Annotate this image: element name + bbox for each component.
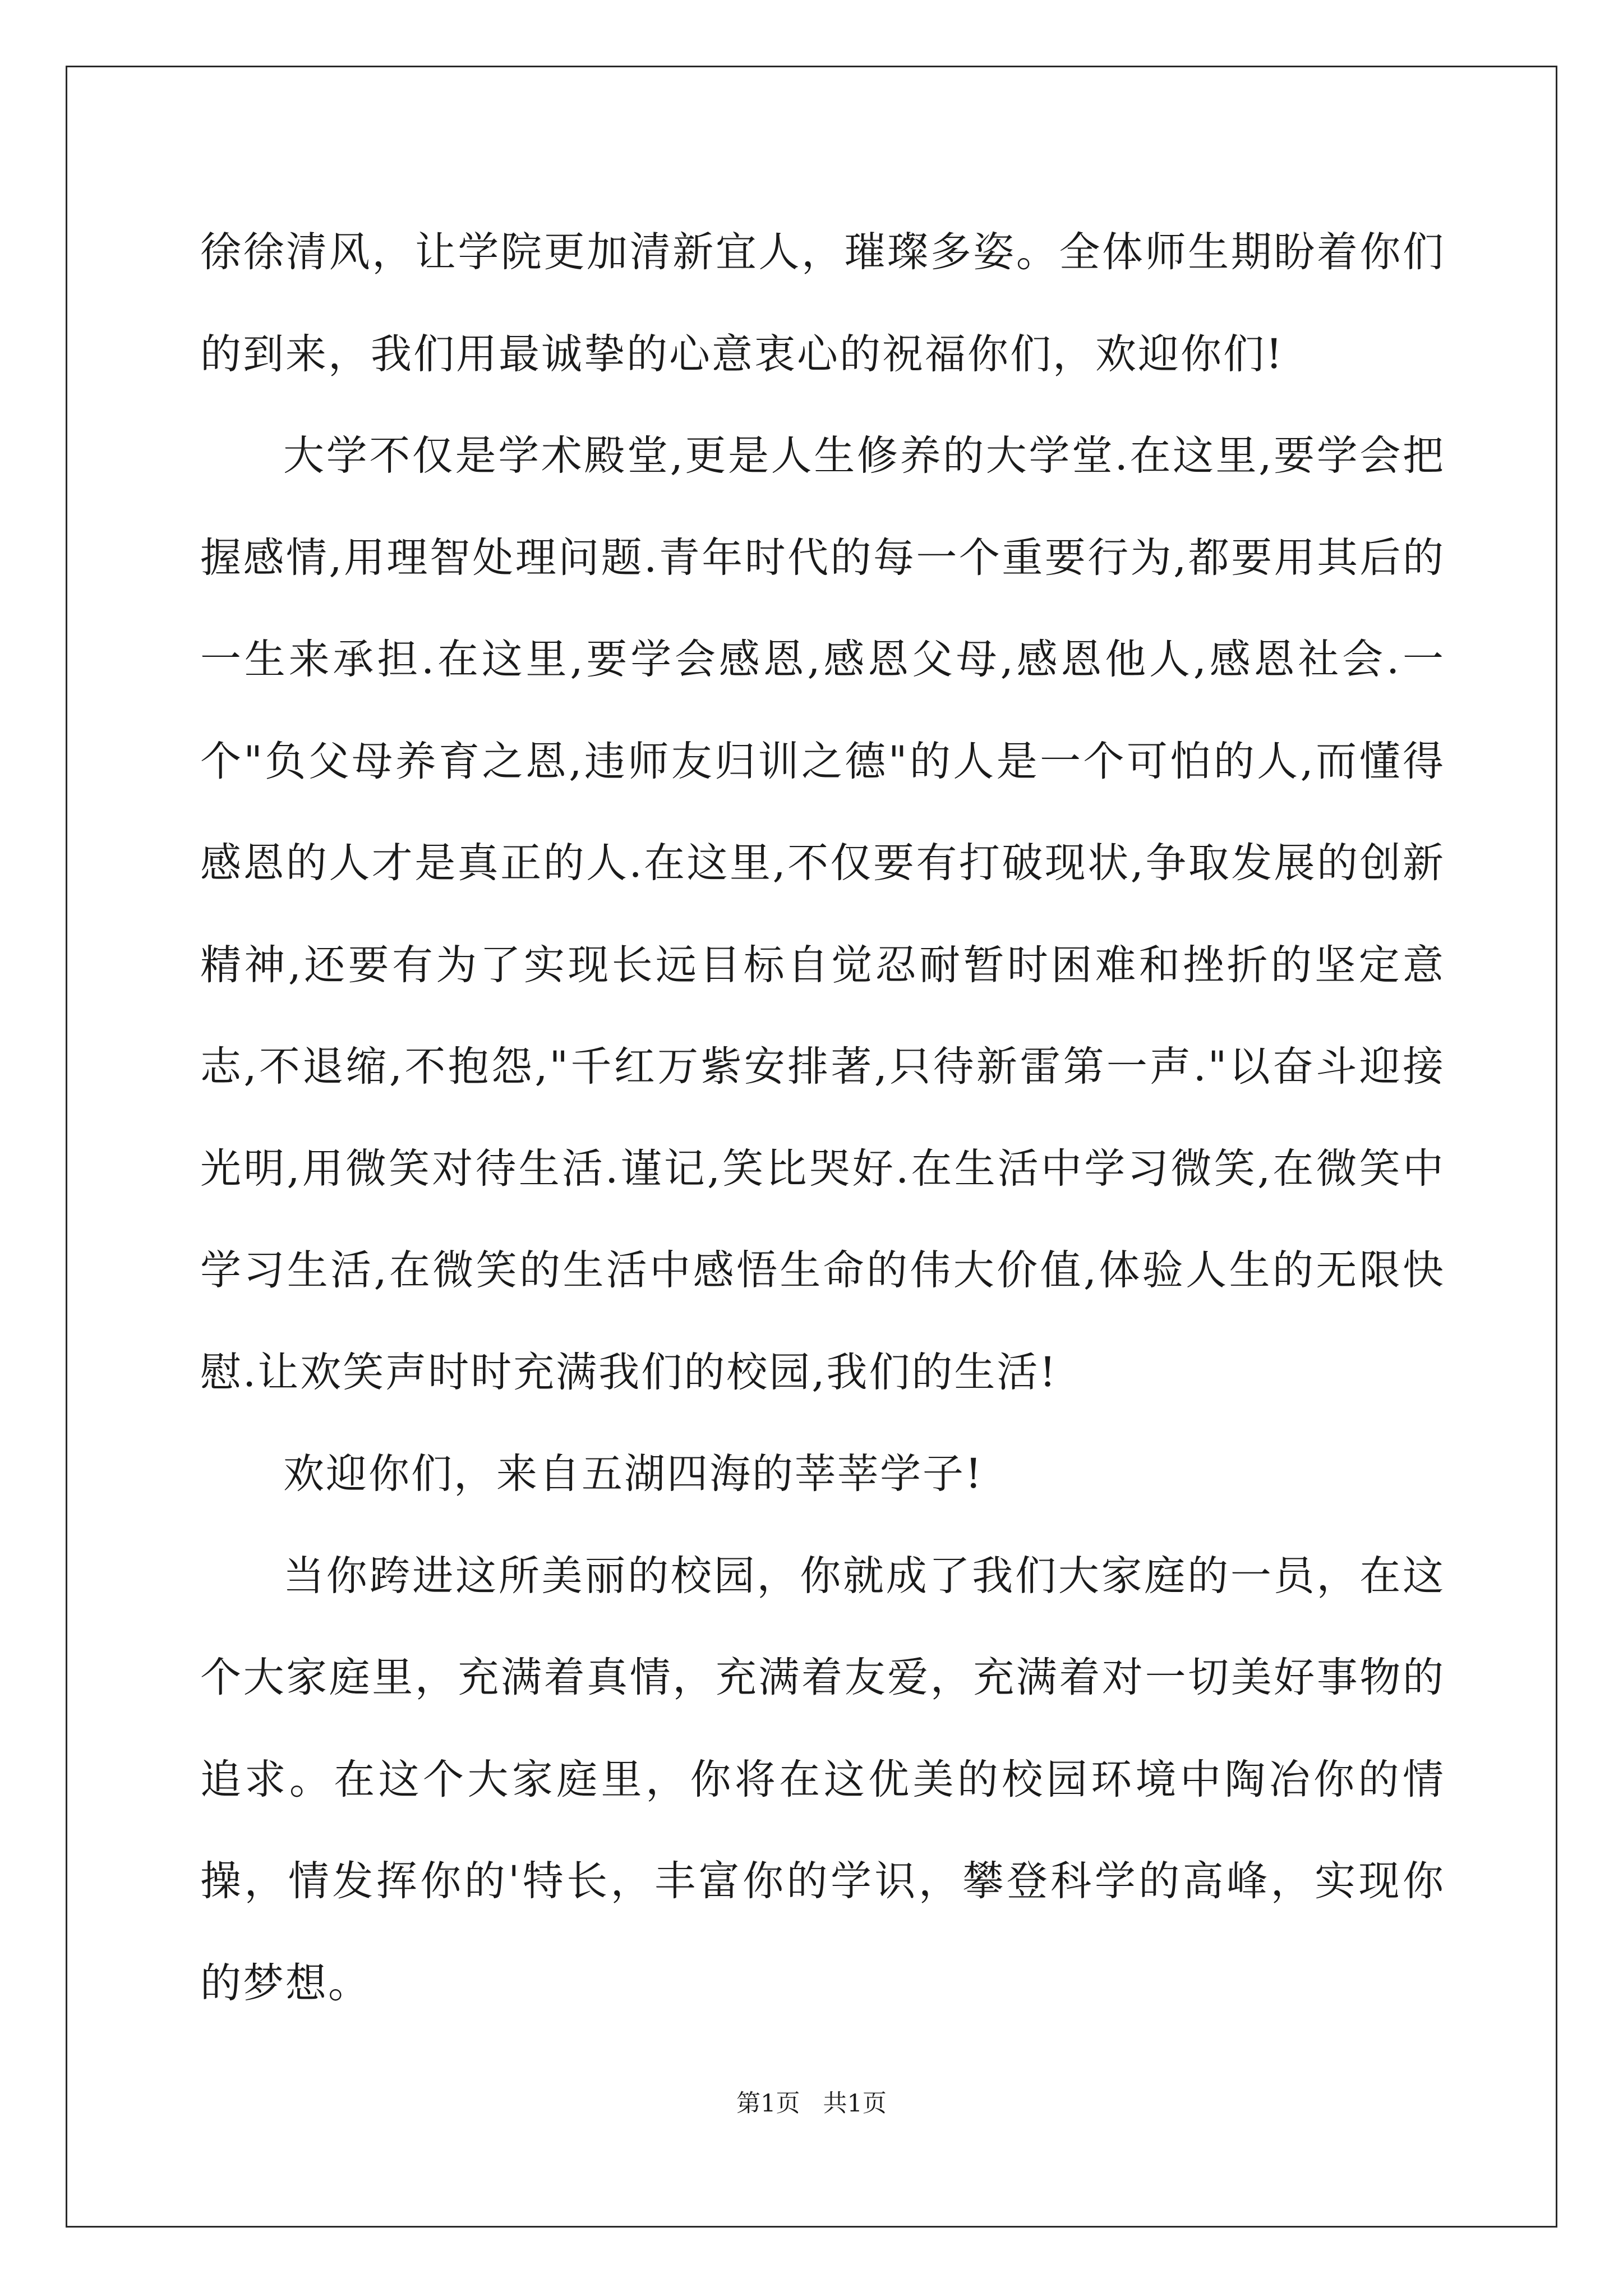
paragraph-2: 大学不仅是学术殿堂,更是人生修养的大学堂.在这里,要学会把握感情,用理智处理问题.青年时代的每一个重要行为,都要用其后的一生来承担.在这里,要学会感恩,感恩父母,感恩他人,感恩社会.一个"负父母养育之恩,违师友归训之德"的人是一个可怕的人,而懂得感恩的人才是真正的人.在这里,不仅要有打破现状,争取发展的创新精神,还要有为了实现长远目标自觉忍耐暂时困难和挫折的坚定意志,不退缩,不抱怨,"千红万紫安排著,只待新雷第一声."以奋斗迎接光明,用微笑对待生活.谨记,笑比哭好.在生活中学习微笑,在微笑中学习生活,在微笑的生活中感悟生命的伟大价值,体验人生的无限快慰.让欢笑声时时充满我们的校园,我们的生活! — [200, 432, 1445, 1396]
paragraph-4: 当你跨进这所美丽的校园，你就成了我们大家庭的一员，在这个大家庭里，充满着真情，充满着友爱，充满着对一切美好事物的追求。在这个大家庭里，你将在这优美的校园环境中陶冶你的情操，情发挥你的'特长，丰富你的学识，攀登科学的高峰，实现你的梦想。 — [200, 1552, 1445, 2007]
document-body — [200, 201, 1445, 2034]
page-footer: 第1页 共1页 — [736, 2090, 887, 2118]
paragraph-3: 欢迎你们，来自五湖四海的莘莘学子! — [283, 1450, 984, 1498]
paragraph-1: 徐徐清风，让学院更加清新宜人，璀璨多姿。全体师生期盼着你们的到来，我们用最诚挚的心意衷心的祝福你们，欢迎你们! — [200, 228, 1445, 378]
